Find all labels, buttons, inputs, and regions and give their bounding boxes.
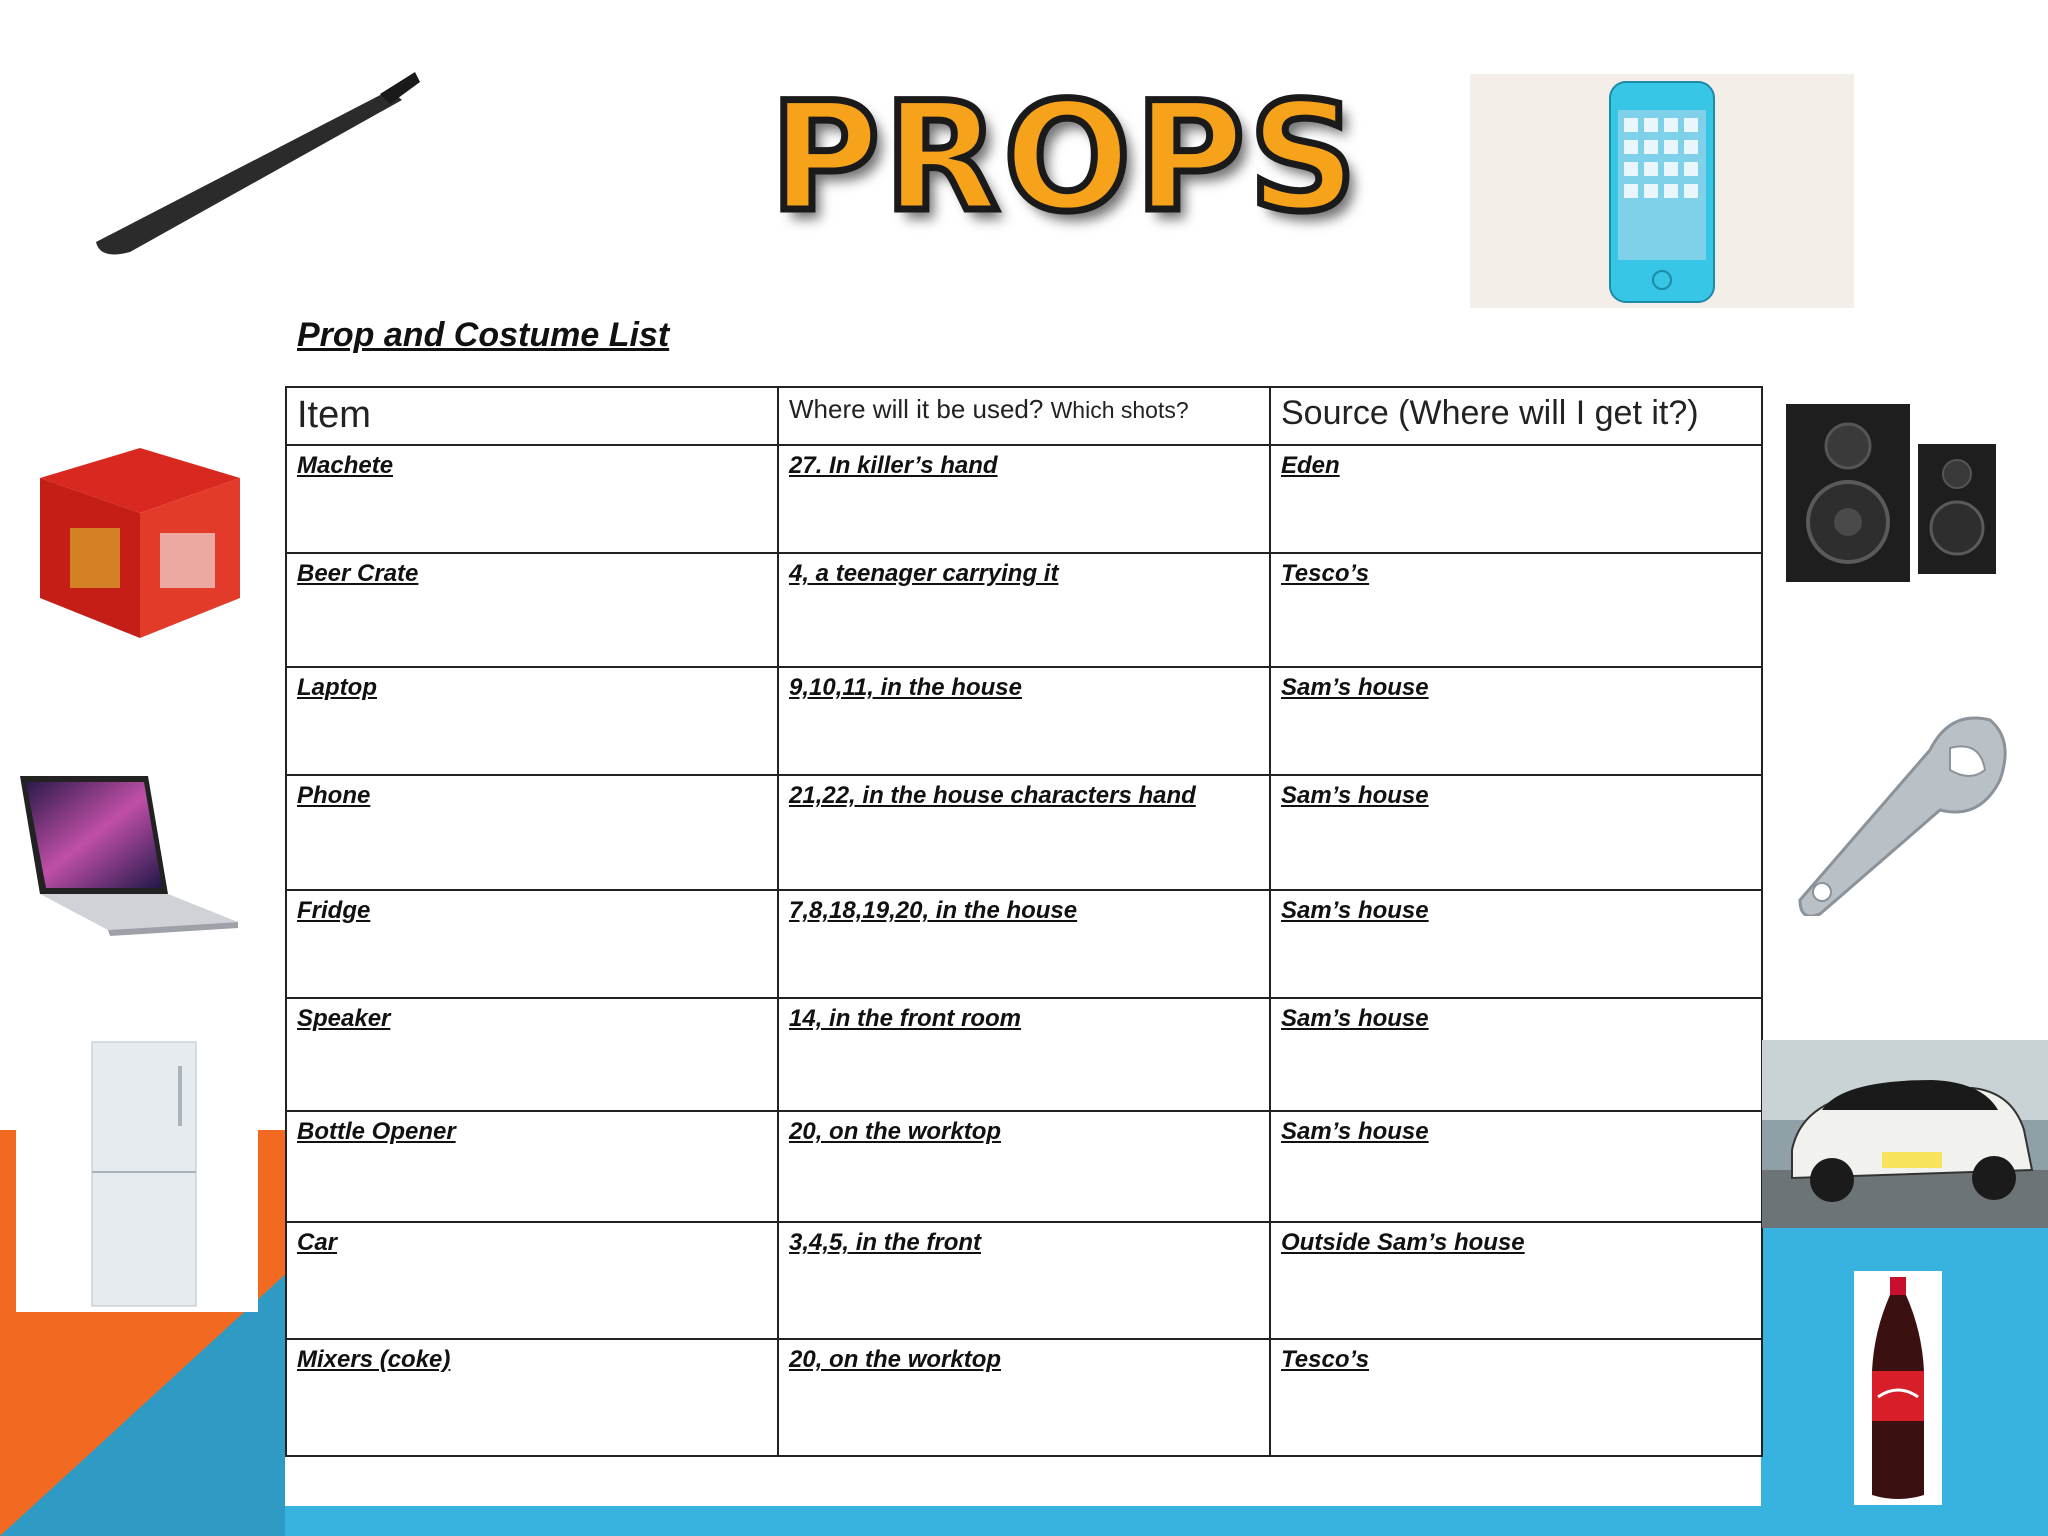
coke-bottle-image	[1854, 1271, 1942, 1505]
beer-crate-image	[30, 438, 245, 658]
cell-item-text: Mixers (coke)	[297, 1346, 451, 1373]
props-title	[770, 58, 1360, 258]
header-source: Source (Where will I get it?)	[1270, 387, 1762, 445]
cell-item	[286, 1111, 778, 1222]
cell-item-text: Speaker	[297, 1005, 391, 1032]
cell-where-text: 3,4,5, in the front	[789, 1229, 982, 1256]
cell-source	[1270, 890, 1762, 998]
prop-table	[285, 386, 1763, 1457]
header-where-small: Which shots?	[1050, 397, 1189, 423]
table-header-row	[286, 387, 1762, 445]
cell-item	[286, 775, 778, 890]
cell-source	[1270, 445, 1762, 553]
cell-where	[778, 1111, 1270, 1222]
table-row	[286, 445, 1762, 553]
doc-title: Prop and Costume List	[297, 316, 670, 354]
cell-item	[286, 553, 778, 667]
cell-item	[286, 445, 778, 553]
cell-where	[778, 775, 1270, 890]
cell-source	[1270, 667, 1762, 775]
cell-item-text: Machete	[297, 452, 394, 479]
cell-item-text: Bottle Opener	[297, 1118, 456, 1145]
cell-source-text: Outside Sam’s house	[1281, 1229, 1525, 1256]
table-row	[286, 667, 1762, 775]
smartphone-image	[1470, 74, 1854, 308]
cell-where	[778, 1339, 1270, 1456]
cell-where-text: 7,8,18,19,20, in the house	[789, 897, 1078, 924]
cell-item	[286, 1222, 778, 1339]
cell-item	[286, 1339, 778, 1456]
cell-where-text: 20, on the worktop	[789, 1118, 1002, 1145]
cell-source	[1270, 1339, 1762, 1456]
table-row	[286, 1111, 1762, 1222]
cell-source-text: Sam’s house	[1281, 782, 1429, 809]
cell-where	[778, 667, 1270, 775]
cell-where-text: 9,10,11, in the house	[789, 674, 1022, 701]
cell-where-text: 4, a teenager carrying it	[789, 560, 1059, 587]
cell-where	[778, 890, 1270, 998]
cell-where-text: 21,22, in the house characters hand	[789, 782, 1196, 809]
cell-source-text: Sam’s house	[1281, 674, 1429, 701]
cell-item-text: Laptop	[297, 674, 377, 701]
cell-where-text: 14, in the front room	[789, 1005, 1022, 1032]
cell-source-text: Sam’s house	[1281, 1118, 1429, 1145]
cell-source-text: Tesco’s	[1281, 1346, 1370, 1373]
cell-item	[286, 667, 778, 775]
table-row	[286, 553, 1762, 667]
fridge-image	[16, 1036, 258, 1312]
cell-where	[778, 998, 1270, 1111]
cell-item	[286, 890, 778, 998]
header-item: Item	[286, 387, 778, 445]
cell-source-text: Sam’s house	[1281, 1005, 1429, 1032]
bottle-opener-image	[1780, 700, 2016, 916]
cell-source	[1270, 1222, 1762, 1339]
cell-item-text: Phone	[297, 782, 371, 809]
table-row	[286, 1339, 1762, 1456]
header-where	[778, 387, 1270, 445]
cell-where	[778, 445, 1270, 553]
cell-where	[778, 1222, 1270, 1339]
cell-item-text: Fridge	[297, 897, 371, 924]
props-title-text: PROPS	[770, 71, 1361, 245]
cell-where-text: 27. In killer’s hand	[789, 452, 998, 479]
cell-item	[286, 998, 778, 1111]
cell-where-text: 20, on the worktop	[789, 1346, 1002, 1373]
header-where-main: Where will it be used?	[789, 394, 1044, 424]
table-row	[286, 775, 1762, 890]
mini-car-image	[1762, 1040, 2048, 1228]
cell-source	[1270, 998, 1762, 1111]
cell-item-text: Beer Crate	[297, 560, 419, 587]
cell-where	[778, 553, 1270, 667]
cell-source	[1270, 1111, 1762, 1222]
speakers-image	[1782, 400, 2002, 600]
table-row	[286, 890, 1762, 998]
laptop-image	[18, 772, 240, 936]
cell-source-text: Eden	[1281, 452, 1340, 479]
machete-image	[90, 70, 420, 260]
cell-source-text: Tesco’s	[1281, 560, 1370, 587]
cell-source	[1270, 553, 1762, 667]
cell-source-text: Sam’s house	[1281, 897, 1429, 924]
table-row	[286, 1222, 1762, 1339]
cell-source	[1270, 775, 1762, 890]
cell-item-text: Car	[297, 1229, 338, 1256]
table-row	[286, 998, 1762, 1111]
